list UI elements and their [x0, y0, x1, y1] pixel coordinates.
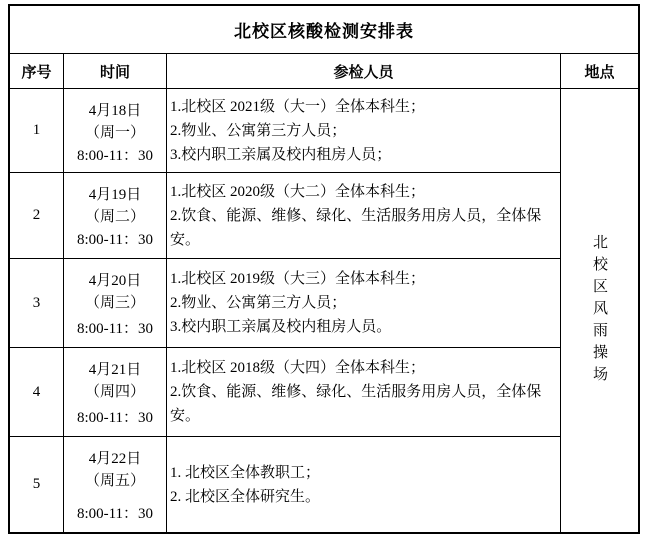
participant-line: 2.饮食、能源、维修、绿化、生活服务用房人员，全体保安。	[170, 207, 542, 248]
header-location: 地点	[560, 54, 638, 88]
participant-line: 3.校内职工亲属及校内租房人员。	[170, 319, 392, 335]
participants-cell	[167, 89, 560, 172]
date-text: 4月18日	[88, 103, 142, 119]
time-cell	[64, 173, 167, 258]
table-row	[10, 173, 560, 259]
weekday-text: （周四）	[84, 384, 145, 400]
date-text: 4月22日	[88, 451, 142, 467]
row-index: 2	[10, 173, 64, 258]
participant-line: 1. 北校区全体教职工；	[170, 464, 321, 481]
header-time: 时间	[64, 54, 167, 88]
table-header-row	[10, 54, 638, 89]
weekday-text: （周一）	[84, 125, 145, 141]
date-text: 4月19日	[88, 187, 142, 203]
header-index: 序号	[10, 54, 64, 88]
row-index: 1	[10, 89, 64, 172]
participant-line: 1.北校区 2018级（大四）全体本科生；	[170, 360, 426, 376]
time-text: 8:00-11：30	[76, 148, 154, 164]
participants-cell	[167, 348, 560, 436]
participant-line: 2. 北校区全体研究生。	[170, 488, 321, 505]
table-title: 北校区核酸检测安排表	[10, 6, 638, 54]
weekday-text: （周二）	[84, 209, 145, 225]
date-text: 4月21日	[88, 362, 142, 378]
time-text: 8:00-11：30	[76, 410, 154, 426]
time-text: 8:00-11：30	[76, 506, 154, 522]
time-cell	[64, 259, 167, 347]
participant-line: 1.北校区 2019级（大三）全体本科生；	[170, 271, 426, 287]
table-row	[10, 437, 560, 532]
participants-cell	[167, 437, 560, 532]
time-cell	[64, 348, 167, 436]
table-row	[10, 348, 560, 437]
participants-cell	[167, 173, 560, 258]
row-index: 5	[10, 437, 64, 532]
date-block	[85, 359, 145, 403]
date-block	[85, 100, 145, 144]
participant-line: 2.饮食、能源、维修、绿化、生活服务用房人员，全体保安。	[170, 384, 542, 424]
table-row	[10, 89, 560, 173]
header-participants: 参检人员	[333, 64, 394, 81]
row-index: 3	[10, 259, 64, 347]
participant-line: 1.北校区 2021级（大一）全体本科生；	[170, 98, 426, 115]
participant-line: 2.物业、公寓第三方人员；	[170, 295, 347, 311]
date-block	[85, 448, 145, 492]
location-cell: 北校区风雨操场	[560, 89, 638, 532]
participant-line: 1.北校区 2020级（大二）全体本科生；	[170, 183, 426, 200]
weekday-text: （周五）	[84, 473, 145, 489]
table-row	[10, 259, 560, 348]
time-cell	[64, 89, 167, 172]
schedule-table	[8, 4, 640, 534]
date-block	[85, 270, 145, 314]
participant-line: 2.物业、公寓第三方人员；	[170, 122, 347, 139]
participants-cell	[167, 259, 560, 347]
time-cell	[64, 437, 167, 532]
time-text: 8:00-11：30	[76, 321, 154, 337]
date-text: 4月20日	[88, 273, 142, 289]
weekday-text: （周三）	[84, 295, 145, 311]
date-block	[85, 184, 145, 228]
participant-line: 3.校内职工亲属及校内租房人员；	[170, 146, 392, 163]
table-body	[10, 89, 638, 532]
row-index: 4	[10, 348, 64, 436]
table-rows	[10, 89, 560, 532]
time-text: 8:00-11：30	[76, 232, 154, 248]
